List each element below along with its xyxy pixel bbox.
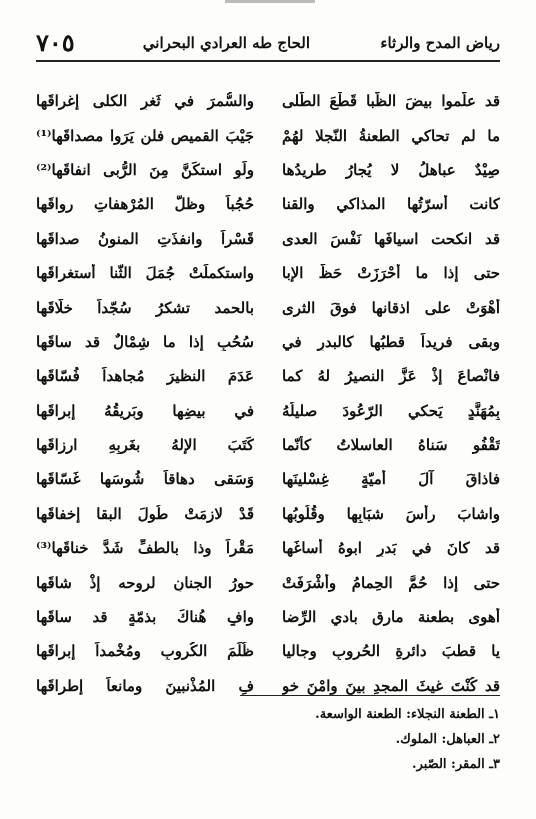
verse-first-hemistich: كانت أسرّتُها المذاكي والقنا [282, 195, 500, 214]
verse-first-hemistich: وبقى فريداً قطبُها كالبدرِ في [282, 332, 500, 351]
verse-first-hemistich: حتى إذا ما أحْرَزَتْ حَظَّ الإبا [282, 264, 500, 283]
verse-second-hemistich: قَسْراً وانفذَتِ المنونُ صداقَها [36, 229, 254, 248]
verse-second-hemistich: قَدْ لازمَتْ طُولَ البقا إخفاقَها [36, 504, 254, 523]
verse-second-hemistich: ظُلَمَ الكُروبِ ومُخْمداً إبراقَها [36, 642, 254, 661]
verse-line [36, 531, 500, 565]
verse-first-hemistich: صِيْدٌ عباهلُ لا يُجارُ طريدُها [282, 160, 500, 179]
verse-first-hemistich: فاذاقَ آلَ أميّةٍ غِسْلينَها [282, 470, 500, 489]
verse-second-hemistich: مَقْراً وذا بالطفِّ شَدَّ خناقَها⁽³⁾ [36, 539, 254, 558]
page-number: ٧٠٥ [36, 28, 75, 57]
verse-second-hemistich: حورُ الجنانِ لروحه إذْ شاقَها [36, 573, 254, 592]
verse-line [36, 497, 500, 531]
verse-line [36, 325, 500, 359]
verse-second-hemistich: عَدَمَ النظيرَ مُجاهداً فُسّاقَها [36, 367, 254, 386]
footnote-item: ٢ـ العباهل: الملوك. [395, 732, 500, 747]
verse-line [36, 256, 500, 290]
verse-line [36, 669, 500, 703]
verse-first-hemistich: واشابَ رأسَ شبَابِها وقُلُوبُها [282, 504, 500, 523]
verse-second-hemistich: حُجُباً وظلُّ المُرْهفاتِ رواقَها [36, 195, 254, 214]
verse-first-hemistich: قد كُنْتَ غيثَ المجدِ بينَ وامْنَ خو [282, 676, 500, 695]
verse-line [36, 153, 500, 187]
verse-second-hemistich: واستكملَتْ جُمَلَ الثّنا أستغراقَها [36, 264, 254, 283]
verse-line [36, 600, 500, 634]
page-header [36, 26, 500, 62]
poem-body [36, 84, 500, 703]
verse-line [36, 565, 500, 599]
verse-first-hemistich: قد انكحت اسيافَها نَفْسَ العدى [282, 229, 500, 248]
verse-first-hemistich: يا قطبَ دائرةِ الحُروبِ وجاليا [282, 642, 500, 661]
verse-line [36, 222, 500, 256]
footnote-item: ٣ـ المقر: الصّبر. [412, 757, 500, 772]
verse-line [36, 187, 500, 221]
top-mark [225, 0, 315, 3]
verse-line [36, 428, 500, 462]
verse-first-hemistich: قد علّموا بيضَ الظُّبا قَطْعَ الطّلى [282, 92, 500, 111]
footnotes [315, 702, 500, 777]
verse-first-hemistich: أهوى بطعنة مارق بادي الرِّضا [282, 608, 500, 627]
verse-line [36, 290, 500, 324]
verse-first-hemistich: قد كانَ في بَدرٍ ابوهُ أساغَها [282, 539, 500, 558]
verse-second-hemistich: وَسَقى دهاقاً شُوسَها غَسّاقَها [36, 470, 254, 489]
footnote-rule [240, 695, 500, 696]
verse-second-hemistich: سُحُبٍ إذا ما شِمْالٌ قد ساقَها [36, 332, 254, 351]
verse-second-hemistich: جَيْبَ القميصِ فلن يَرَوا مصداقَها⁽¹⁾ [36, 126, 254, 145]
verse-second-hemistich: ولَوِ استكَنَّ مِنَ الرُّبى انفاقَها⁽²⁾ [36, 160, 254, 179]
author-name: الحاج طه العرادي البحراني [142, 34, 310, 52]
verse-first-hemistich: ما لم تحاكي الطعنةُ النّجلا لهُمْ [282, 126, 500, 145]
verse-first-hemistich: أهْوَتْ على اذقانها فوقَ الثرى [282, 298, 500, 317]
verse-first-hemistich: فانْصاعَ إذْ عَزَّ النصيرُ لهُ كما [282, 367, 500, 386]
verse-line [36, 84, 500, 118]
footnote-item: ١ـ الطعنة النجلاء: الطعنة الواسعة. [315, 707, 500, 722]
verse-second-hemistich: فِ المُذْنبينَ ومانعاً إطراقَها [36, 676, 254, 695]
header-rule [36, 60, 500, 62]
book-title: رياض المدح والرثاء [380, 34, 500, 52]
verse-second-hemistich: في بيضِها وبَريقُهُ إبراقَها [36, 401, 254, 420]
verse-first-hemistich: حتى إذا حُمَّ الحِمامُ وأشْرَفَتْ [282, 573, 500, 592]
verse-line [36, 359, 500, 393]
verse-first-hemistich: بِمُهَنَّدٍ يَحكي الرّعُودَ صليلُهُ [282, 401, 500, 420]
verse-second-hemistich: والسُّمرَ في ثَغرِ الكلى إغراقَها [36, 92, 254, 111]
verse-line [36, 634, 500, 668]
verse-second-hemistich: بالحمد تشكرُ سُجّداً خلّاقَها [36, 298, 254, 317]
verse-second-hemistich: كَتَبَ الإلهُ بغَربِهِ ارزاقَها [36, 436, 254, 455]
verse-line [36, 394, 500, 428]
verse-first-hemistich: تَقْفُو سَناهُ العاسلاتُ كأنّما [282, 436, 500, 455]
verse-line [36, 118, 500, 152]
verse-line [36, 462, 500, 496]
verse-second-hemistich: وافٍ هُناكَ بذمّةٍ قد ساقَها [36, 608, 254, 627]
